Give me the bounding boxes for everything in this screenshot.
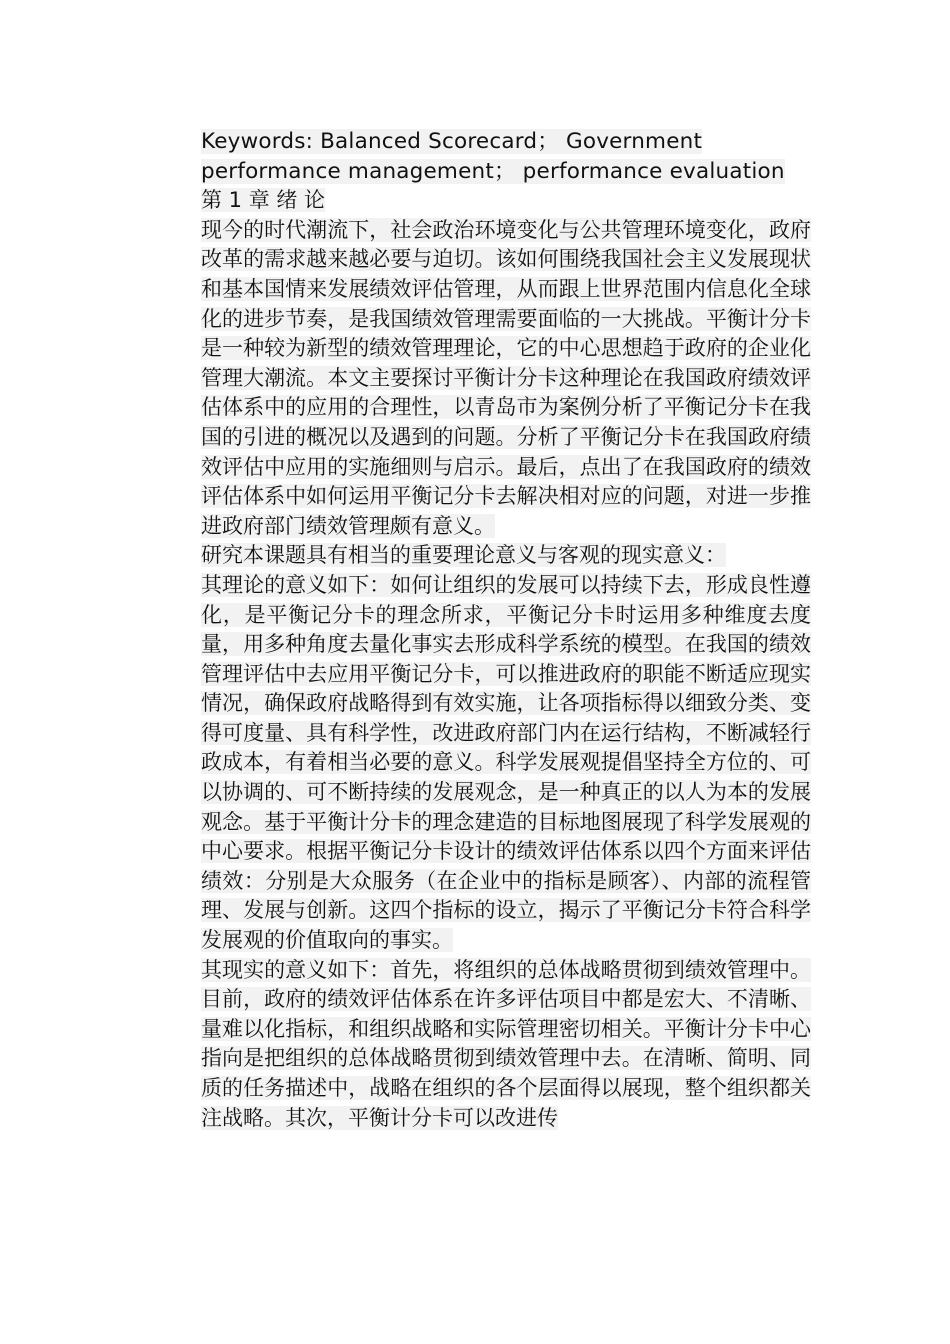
paragraph-significance-intro	[201, 541, 811, 571]
paragraph-text: 其理论的意义如下：如何让组织的发展可以持续下去，形成良性遵化，是平衡记分卡的理念所求，平衡记分卡时运用多种维度去度量，用多种角度去量化事实去形成科学系统的模型。在我国的绩效管理评估中去应用平衡记分卡，可以推进政府的职能不断适应现实情况，确保政府战略得到有效实施，让各项指标得以细致分类、变得可度量、具有科学性，改进政府部门内在运行结构，不断减轻行政成本，有着相当必要的意义。科学发展观提倡坚持全方位的、可以协调的、可不断持续的发展观念，是一种真正的以人为本的发展观念。基于平衡计分卡的理念建造的目标地图展现了科学发展观的中心要求。根据平衡记分卡设计的绩效评估体系以四个方面来评估绩效：分别是大众服务（在企业中的指标是顾客）、内部的流程管理、发展与创新。这四个指标的设立，揭示了平衡记分卡符合科学发展观的价值取向的事实。	[201, 572, 811, 953]
paragraph-abstract	[201, 216, 811, 542]
paragraph-text: 其现实的意义如下：首先，将组织的总体战略贯彻到绩效管理中。目前，政府的绩效评估体系在许多评估项目中都是宏大、不清晰、量难以化指标，和组织战略和实际管理密切相关。平衡计分卡中心指向是把组织的总体战略贯彻到绩效管理中去。在清晰、简明、同质的任务描述中，战略在组织的各个层面得以展现，整个组织都关注战略。其次，平衡计分卡可以改进传	[201, 957, 811, 1130]
paragraph-practical-significance	[201, 956, 811, 1134]
paragraph-text: 现今的时代潮流下，社会政治环境变化与公共管理环境变化，政府改革的需求越来越必要与迫切。该如何围绕我国社会主义发展现状和基本国情来发展绩效评估管理，从而跟上世界范围内信息化全球化的进步节奏，是我国绩效管理需要面临的一大挑战。平衡计分卡是一种较为新型的绩效管理理论，它的中心思想趋于政府的企业化管理大潮流。本文主要探讨平衡计分卡这种理论在我国政府绩效评估体系中的应用的合理性，以青岛市为案例分析了平衡记分卡在我国的引进的概况以及遇到的问题。分析了平衡记分卡在我国政府绩效评估中应用的实施细则与启示。最后，点出了在我国政府的绩效评估体系中如何运用平衡记分卡去解决相对应的问题，对进一步推进政府部门绩效管理颇有意义。	[201, 217, 811, 538]
document-page	[201, 127, 811, 1133]
chapter-title	[201, 186, 811, 216]
keywords-text: Keywords: Balanced Scorecard； Government performance management； performance evaluation	[201, 129, 785, 184]
paragraph-theoretical-significance	[201, 571, 811, 956]
chapter-title-text: 第 1 章 绪 论	[201, 188, 326, 213]
keywords-line	[201, 127, 811, 186]
paragraph-text: 研究本课题具有相当的重要理论意义与客观的现实意义：	[201, 543, 726, 568]
